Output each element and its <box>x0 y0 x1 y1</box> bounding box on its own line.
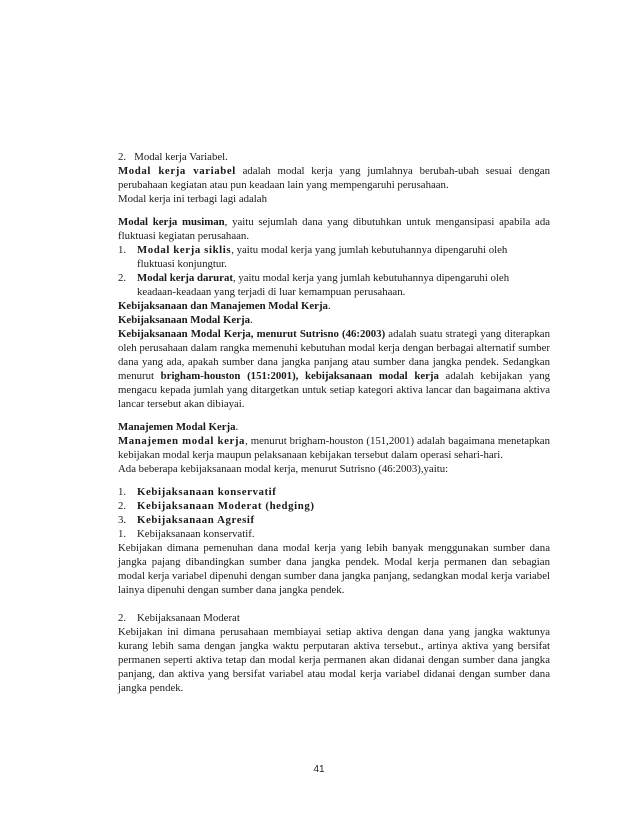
paragraph-kebijaksanaan <box>118 327 550 411</box>
heading-suffix: . <box>327 300 331 312</box>
policy-item-agresif <box>118 513 550 527</box>
heading-suffix: . <box>235 421 239 433</box>
paragraph-konservatif: Kebijakan dimana pemenuhan dana modal kerja yang lebih banyak menggunakan sumber dana jangka pajang dibandingkan sumber dana jangka pendek. Modal kerja permanen dan sebagian modal kerja variabel dipenuhi dengan sumber dana jangka panjang, sedangkan modal kerja variabel lainya dipenuhi dengan sumber dana jangka pendek. <box>118 542 550 596</box>
heading-manajemen <box>118 420 550 434</box>
list-number: 3. <box>118 514 127 526</box>
term-modal-variabel: Modal kerja variabel <box>118 165 236 177</box>
policy-label: Kebijaksanaan Agresif <box>137 514 255 526</box>
policy-label: Kebijaksanaan Moderat (hedging) <box>137 500 315 512</box>
policy-label: Kebijaksanaan konservatif <box>137 486 277 498</box>
heading-manajemen-text: Manajemen Modal Kerja <box>118 421 236 433</box>
list-number: 1. <box>118 528 127 540</box>
paragraph-modal-variabel <box>118 164 550 192</box>
heading-suffix: . <box>249 314 253 326</box>
text-brigham: adalah kebijakan yang mengacu kepada jumlah yang ditargetkan untuk setiap kategori aktiva lancar dan bagaimana aktiva lancar tersebut akan dibiayai. <box>118 370 550 410</box>
heading-kebijaksanaan-manajemen <box>118 299 550 313</box>
text-siklis: , yaitu modal kerja yang jumlah kebutuhannya dipengaruhi oleh <box>231 244 508 256</box>
list-number: 1. <box>118 244 127 256</box>
heading-kebijaksanaan-manajemen-text: Kebijaksanaan dan Manajemen Modal Kerja <box>118 300 328 312</box>
heading-kebijaksanaan-modal-text: Kebijaksanaan Modal Kerja <box>118 314 250 326</box>
heading-moderat <box>118 611 550 625</box>
list-item-darurat-cont: keadaan-keadaan yang terjadi di luar kemampuan perusahaan. <box>137 286 406 298</box>
heading-konservatif <box>118 527 550 541</box>
paragraph-moderat: Kebijakan ini dimana perusahaan membiayai setiap aktiva dengan dana yang jangka waktunya kurang lebih sama dengan jangka waktu perputaran aktiva tersebut., artinya aktiva yang bersifat permanen seperti aktiva tetap dan modal kerja permanen akan didanai dengan sumber dana jangka panjang, dan aktiva yang bersifat variabel atau modal kerja variabel didanai dengan sumber dana jangka pendek. <box>118 626 550 694</box>
text-kebijaksanaan: adalah suatu strategi yang diterapkan oleh perusahaan dalam rangka memenuhi kebutuhan modal kerja dengan berbagai alternatif sumber dana yang ada, apakah sumber dana jangka panjang atau sumber dana jangka pendek. Sedangkan menurut <box>118 328 550 382</box>
heading-modal-variabel <box>118 150 550 164</box>
text-musiman: , yaitu sejumlah dana yang dibutuhkan untuk mengansipasi apabila ada fluktuasi kegiatan perusahaan. <box>118 216 551 242</box>
term-siklis: Modal kerja siklis <box>137 244 232 256</box>
list-number: 2. <box>118 272 127 284</box>
text-darurat: , yaitu modal kerja yang jumlah kebutuhannya dipengaruhi oleh <box>232 272 510 284</box>
page-number: 41 <box>313 764 325 775</box>
term-kebijaksanaan: Kebijaksanaan Modal Kerja, menurut Sutrisno (46:2003) <box>118 328 386 340</box>
paragraph-musiman <box>118 215 550 243</box>
document-body <box>118 150 550 695</box>
heading-text: Modal kerja Variabel <box>134 151 226 163</box>
term-musiman: Modal kerja musiman <box>118 216 225 228</box>
paragraph-terbagi: Modal kerja ini terbagi lagi adalah <box>118 193 268 205</box>
def-modal-variabel: adalah modal kerja yang jumlahnya berubah-ubah sesuai dengan perubahaan kegiatan atau pun keadaan lain yang mempengaruhi perusahaan. <box>118 165 550 191</box>
heading-number: 2. <box>118 151 127 163</box>
text-manajemen: , menurut brigham-houston (151,2001) adalah bagaimana menetapkan kebijakan modal kerja maupun pelaksanaan kebijakan tersebut dalam operasi sehari-hari. <box>118 435 550 461</box>
term-brigham: brigham-houston (151:2001), kebijaksanaan modal kerja <box>160 370 439 382</box>
heading-moderat-text: Kebijaksanaan Moderat <box>137 612 240 624</box>
list-number: 2. <box>118 612 127 624</box>
policy-item-konservatif <box>118 485 550 499</box>
paragraph-beberapa: Ada beberapa kebijaksanaan modal kerja, menurut Sutrisno (46:2003),yaitu: <box>118 463 449 475</box>
heading-kebijaksanaan-modal <box>118 313 550 327</box>
policy-item-moderat <box>118 499 550 513</box>
heading-konservatif-text: Kebijaksanaan konservatif. <box>137 528 255 540</box>
list-number: 2. <box>118 500 127 512</box>
heading-suffix: . <box>225 151 228 163</box>
term-manajemen: Manajemen modal kerja <box>118 435 246 447</box>
list-item-siklis <box>118 243 550 257</box>
list-item-siklis-cont: fluktuasi konjungtur. <box>137 258 227 270</box>
term-darurat: Modal kerja darurat <box>137 272 233 284</box>
list-item-darurat <box>118 271 550 285</box>
list-number: 1. <box>118 486 127 498</box>
paragraph-manajemen <box>118 434 550 462</box>
